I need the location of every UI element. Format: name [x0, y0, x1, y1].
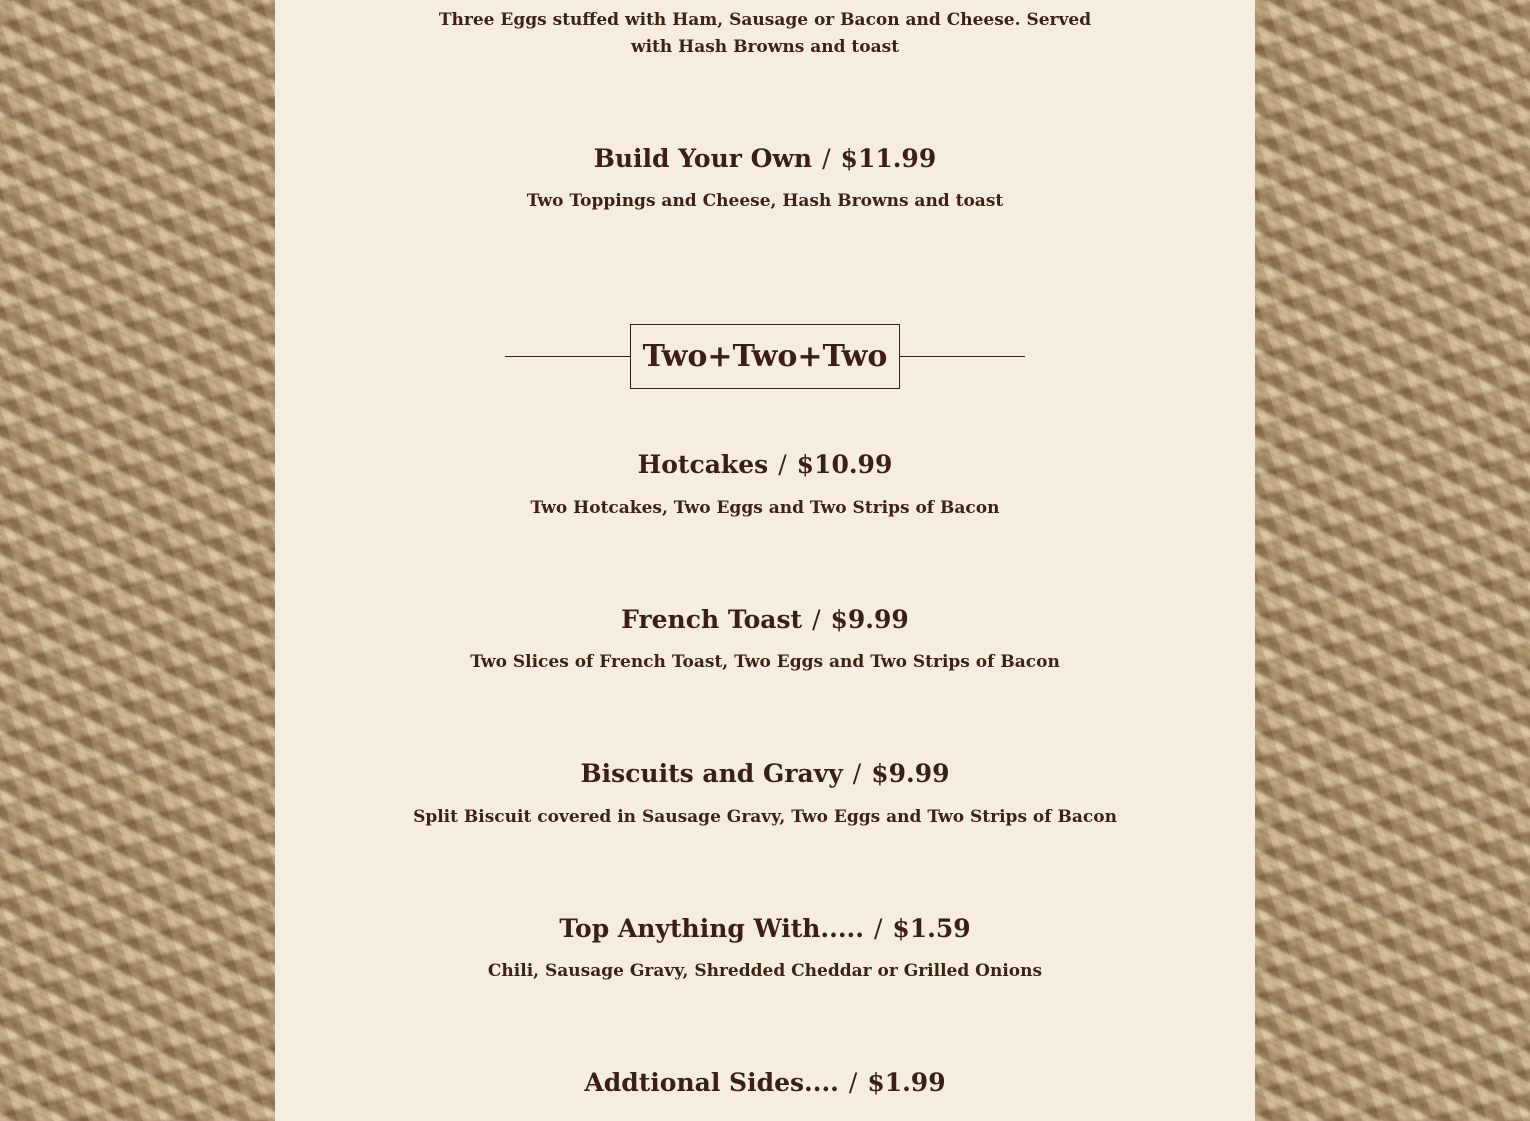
- menu-item-title: [275, 913, 1255, 945]
- price-separator: /: [778, 450, 787, 479]
- menu-item-price: $1.99: [867, 1068, 946, 1097]
- section-divider-left: [505, 356, 630, 357]
- menu-item-description: Two Slices of French Toast, Two Eggs and Two Strips of Bacon: [470, 652, 1060, 672]
- menu-item-price: $11.99: [840, 144, 937, 173]
- menu-item-description: Two Toppings and Cheese, Hash Browns and toast: [526, 191, 1004, 211]
- menu-item-title: [275, 449, 1255, 481]
- menu-item-description: Split Biscuit covered in Sausage Gravy, Two Eggs and Two Strips of Bacon: [413, 807, 1117, 827]
- price-separator: /: [812, 605, 821, 634]
- menu-item-price: $10.99: [796, 450, 893, 479]
- menu-item-name: French Toast: [621, 605, 803, 634]
- price-separator: /: [848, 1068, 858, 1097]
- menu-item-name: Top Anything With.....: [559, 914, 864, 943]
- menu-item-title: [275, 758, 1255, 790]
- menu-item-name: Build Your Own: [593, 144, 813, 173]
- menu-item-price: $9.99: [830, 605, 909, 634]
- menu-item-description: Three Eggs stuffed with Ham, Sausage or Bacon and Cheese. Served with Hash Browns and toast: [438, 10, 1092, 57]
- background-texture-left: [0, 0, 275, 1121]
- menu-item-name: Biscuits and Gravy: [580, 759, 843, 788]
- background-texture-right: [1255, 0, 1530, 1121]
- menu-panel: [275, 0, 1255, 1121]
- section-divider-right: [900, 356, 1025, 357]
- price-separator: /: [852, 759, 862, 788]
- menu-item-description: Chili, Sausage Gravy, Shredded Cheddar or Grilled Onions: [487, 961, 1043, 981]
- menu-item-title: [275, 604, 1255, 636]
- price-separator: /: [822, 144, 831, 173]
- menu-item-price: $9.99: [871, 759, 950, 788]
- menu-item-title: [275, 143, 1255, 175]
- menu-item-description: Two Hotcakes, Two Eggs and Two Strips of Bacon: [530, 498, 1000, 518]
- menu-item-price: $1.59: [892, 914, 971, 943]
- menu-item-name: Addtional Sides....: [584, 1068, 839, 1097]
- menu-item-title: [275, 1067, 1255, 1099]
- menu-item-name: Hotcakes: [637, 450, 769, 479]
- section-heading: Two+Two+Two: [630, 324, 900, 389]
- price-separator: /: [873, 914, 883, 943]
